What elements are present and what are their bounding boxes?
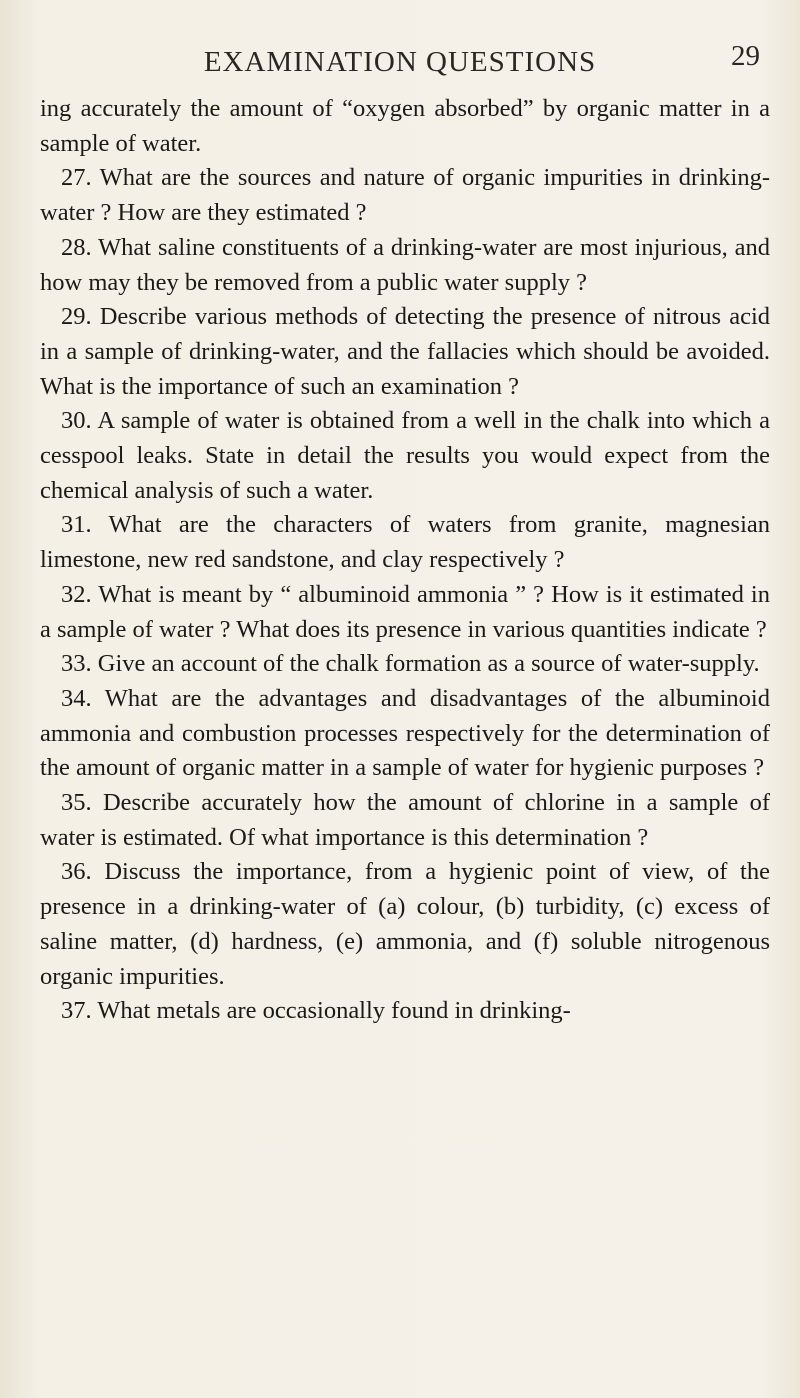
question-31: 31. What are the characters of waters from granite, magnesian limestone, new red sandstone, and clay respectively ? [40, 511, 770, 574]
question-30: 30. A sample of water is obtained from a well in the chalk into which a cesspool leaks. State in detail the results you would expect from the chemical analysis of such a water. [40, 407, 770, 504]
question-28: 28. What saline constituents of a drinking-water are most injurious, and how may they be removed from a public water supply ? [40, 233, 770, 296]
question-34: 34. What are the advantages and disadvantages of the albuminoid ammonia and combustion processes respectively for the determination of the amount of organic matter in a sample of water for hygienic purposes ? [40, 684, 770, 782]
page-number: 29 [731, 40, 760, 72]
question-33: 33. Give an account of the chalk formation as a source of water-supply. [61, 650, 760, 678]
question-27: 27. What are the sources and nature of organic impurities in drinking-water ? How are they estimated ? [40, 164, 770, 227]
question-list [40, 92, 770, 1029]
question-29: 29. Describe various methods of detecting the presence of nitrous acid in a sample of drinking-water, and the fallacies which should be avoided. What is the importance of such an examination ? [40, 303, 770, 400]
running-head [0, 40, 800, 80]
question-36: 36. Discuss the importance, from a hygienic point of view, of the presence in a drinking-water of (a) colour, (b) turbidity, (c) excess of saline matter, (d) hardness, (e) ammonia, and (f) soluble nitrogenous organic impurities. [40, 858, 770, 990]
question-35: 35. Describe accurately how the amount of chlorine in a sample of water is estimated. Of what importance is this determination ? [40, 789, 770, 851]
question-continuation: ing accurately the amount of “oxygen absorbed” by organic matter in a sample of water. [40, 95, 770, 157]
question-37: 37. What metals are occasionally found in drinking- [61, 997, 571, 1025]
running-title: EXAMINATION QUESTIONS [203, 46, 597, 78]
question-32: 32. What is meant by “ albuminoid ammonia ” ? How is it estimated in a sample of water ? What does its presence in various quantities indicate ? [40, 580, 770, 643]
